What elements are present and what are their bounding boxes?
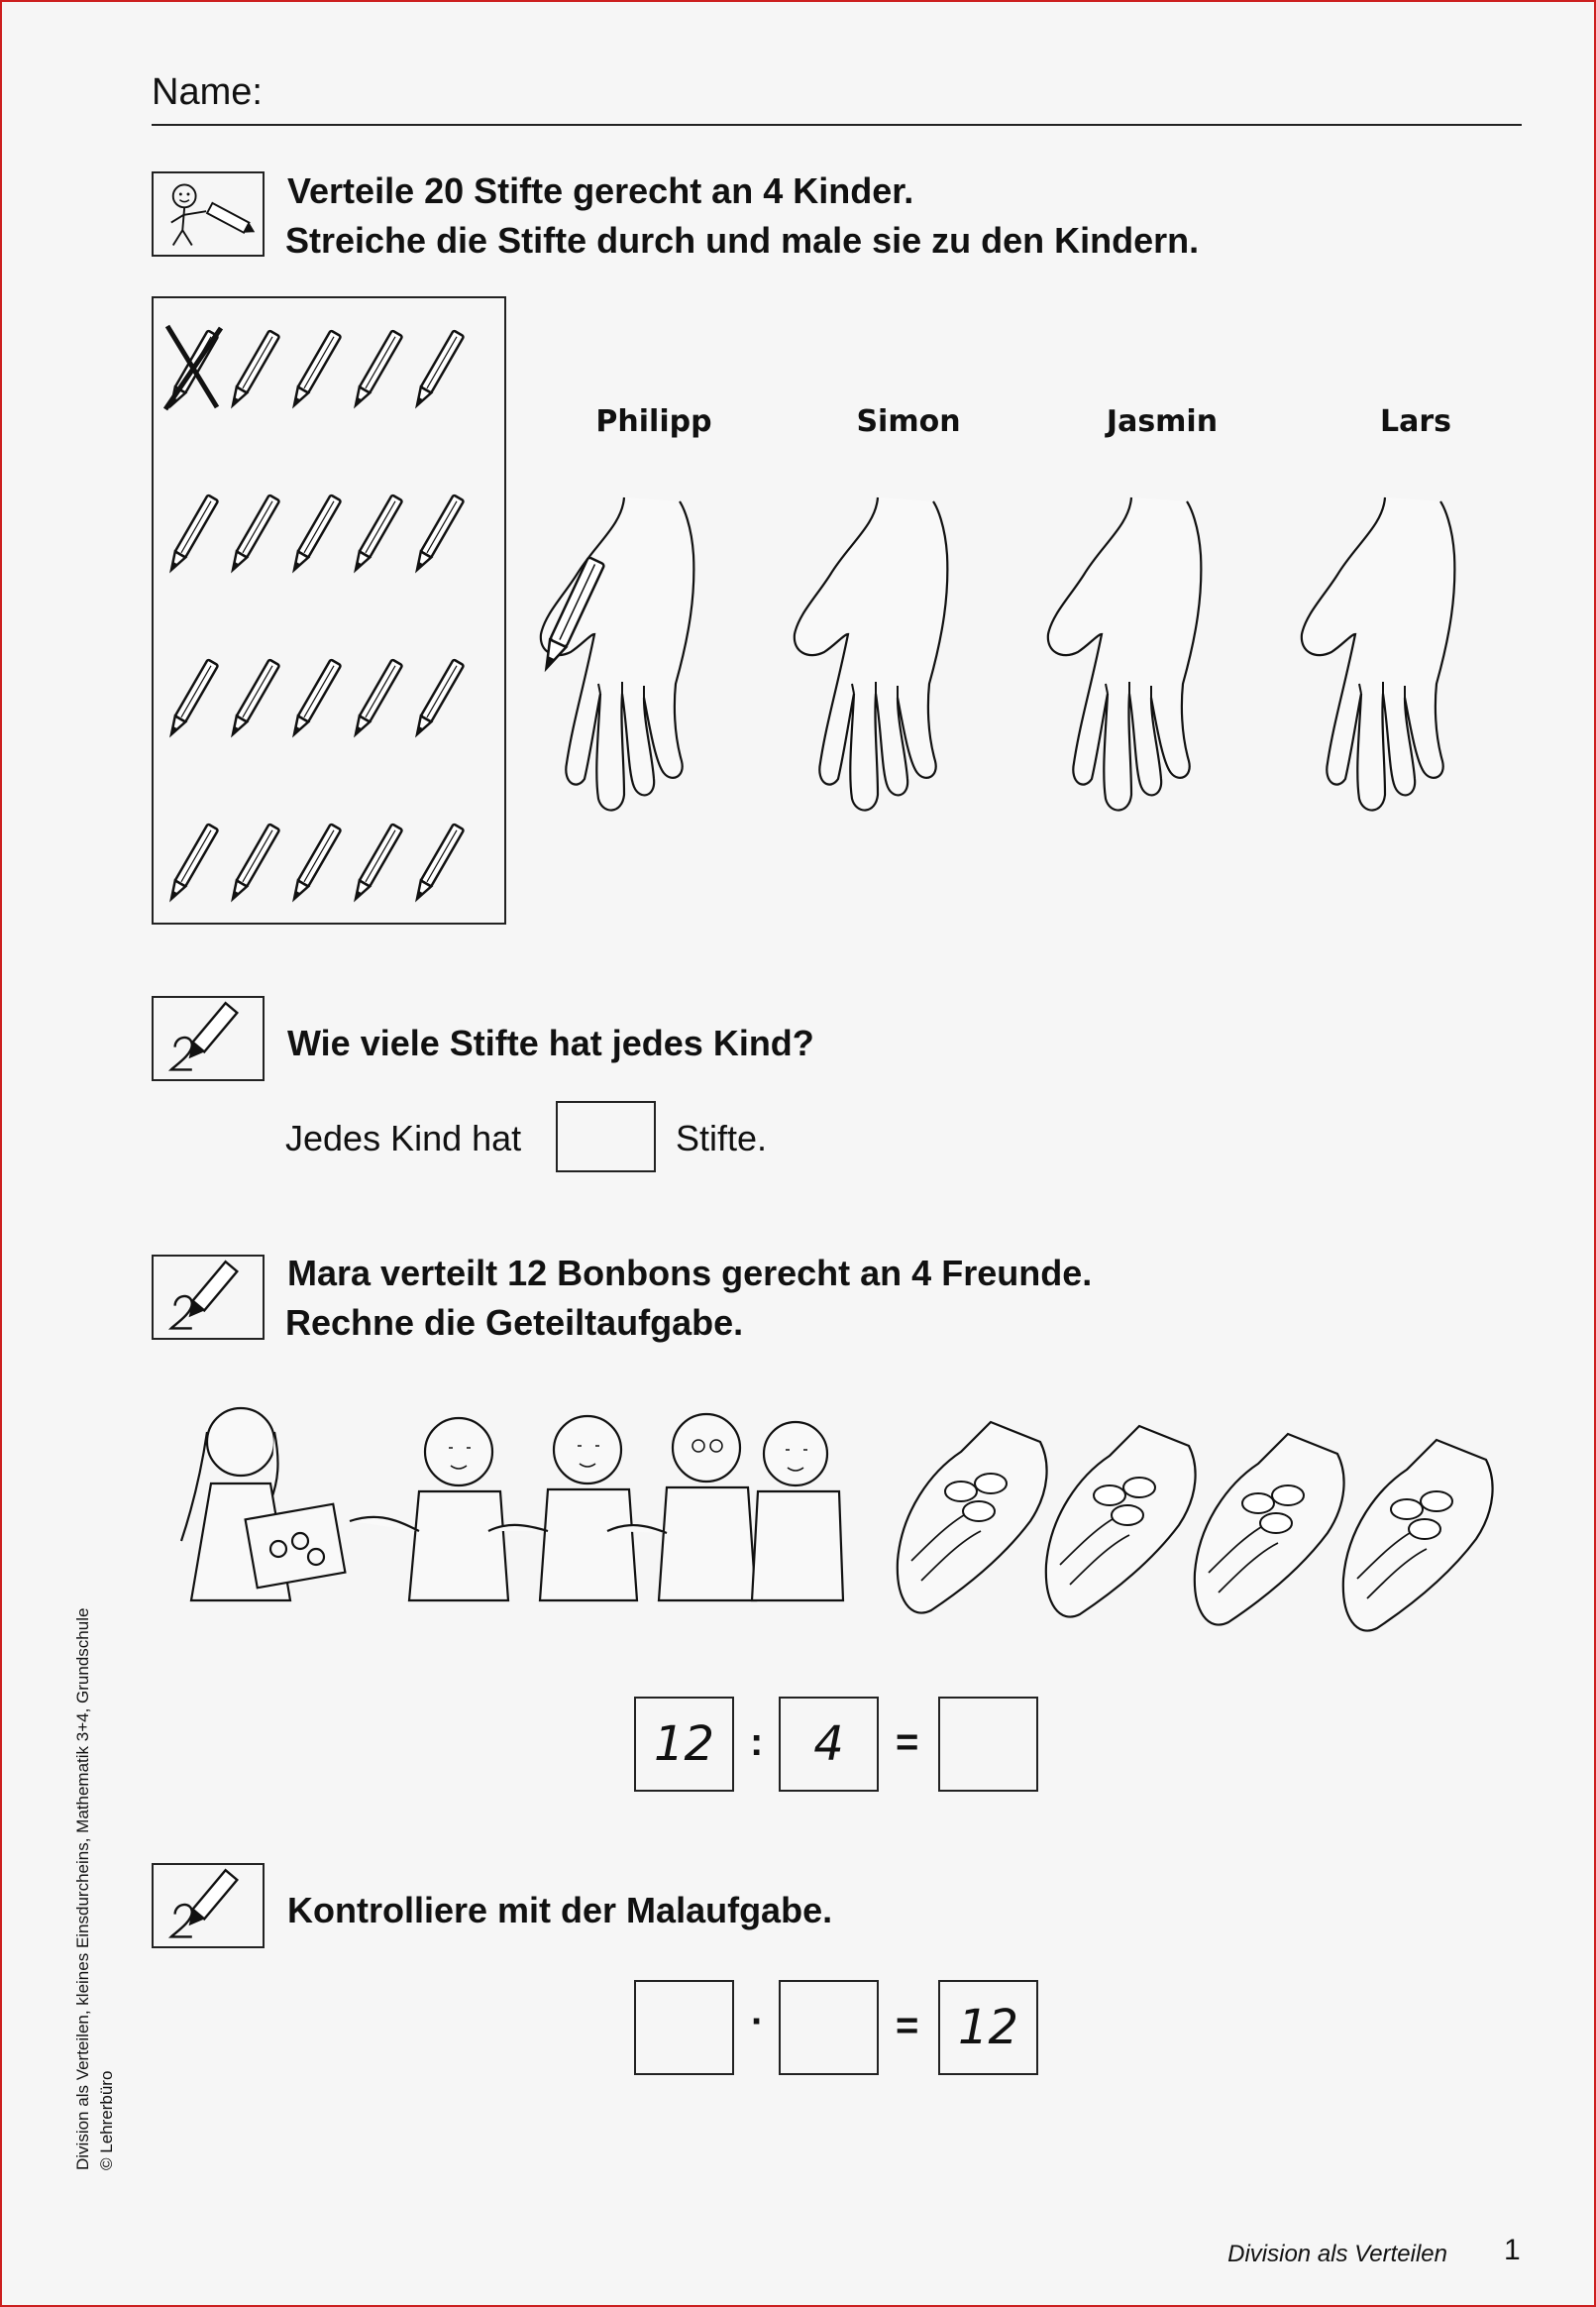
answer-prefix: Jedes Kind hat: [285, 1118, 522, 1158]
hand-jasmin: [1048, 497, 1202, 811]
write-icon: [152, 996, 265, 1081]
pencil-icon[interactable]: [228, 659, 279, 737]
pencil-icon[interactable]: [166, 494, 218, 573]
hand-simon: [795, 497, 948, 811]
task2-question: Wie viele Stifte hat jedes Kind?: [287, 1023, 814, 1063]
hand-lars: [1302, 497, 1455, 811]
candy-hand: [898, 1422, 1047, 1613]
hand-philipp: [541, 497, 694, 811]
pencil-icon[interactable]: [412, 824, 464, 902]
pencil-icon[interactable]: [166, 824, 218, 902]
pencil-box: [152, 296, 506, 925]
candy-hand: [1195, 1434, 1344, 1625]
footer-title: Division als Verteilen: [1227, 2241, 1447, 2267]
multiplication-factor2-box[interactable]: [779, 1980, 879, 2075]
candy-hand: [1046, 1426, 1196, 1617]
division-operator: :: [750, 1720, 764, 1764]
name-write-line[interactable]: [152, 124, 1522, 126]
write-icon: [152, 1863, 265, 1948]
child-name: Philipp: [595, 404, 712, 439]
pencil-icon[interactable]: [228, 824, 279, 902]
division-dividend[interactable]: 12: [634, 1697, 734, 1792]
multiplication-operator: ·: [751, 2000, 765, 2043]
task4-instruction: Kontrolliere mit der Malaufgabe.: [287, 1890, 833, 1930]
child-name: Jasmin: [1106, 404, 1219, 439]
hands-illustration: [515, 486, 1526, 823]
division-divisor[interactable]: 4: [779, 1697, 879, 1792]
multiplication-equals: =: [896, 2004, 919, 2047]
division-result-box[interactable]: [938, 1697, 1038, 1792]
hands-with-candies: [892, 1412, 1526, 1640]
name-label: Name:: [152, 71, 263, 113]
division-equals: =: [896, 1720, 919, 1764]
pencil-icon[interactable]: [289, 659, 341, 737]
stickfigure-pencil-icon: [152, 171, 265, 257]
pencil-icon[interactable]: [351, 494, 402, 573]
page-number: 1: [1504, 2234, 1521, 2266]
pencil-icon[interactable]: [351, 659, 402, 737]
task1-line1: Verteile 20 Stifte gerecht an 4 Kinder.: [287, 170, 914, 211]
copyright-line1: Division als Verteilen, kleines Einsdurcheins, Mathematik 3+4, Grundschule: [73, 1607, 92, 2170]
multiplication-result[interactable]: 12: [938, 1980, 1038, 2075]
pencil-icon[interactable]: [289, 330, 341, 408]
pencil-icon[interactable]: [166, 659, 218, 737]
cross-out-mark: [165, 326, 221, 409]
candy-hand: [1343, 1440, 1493, 1631]
copyright-note: [71, 1608, 119, 2170]
multiplication-factor1-box[interactable]: [634, 1980, 734, 2075]
child-name: Lars: [1379, 404, 1451, 439]
child-name: Simon: [856, 404, 961, 439]
pencil-icon[interactable]: [289, 494, 341, 573]
pencil-icon[interactable]: [351, 330, 402, 408]
pencil-icon[interactable]: [412, 659, 464, 737]
write-icon: [152, 1255, 265, 1340]
pencil-icon[interactable]: [412, 330, 464, 408]
answer-box-pencils[interactable]: [556, 1101, 656, 1172]
task3-line1: Mara verteilt 12 Bonbons gerecht an 4 Freunde.: [287, 1253, 1093, 1293]
copyright-line2: © Lehrerbüro: [97, 2070, 116, 2170]
children-illustration: [152, 1392, 845, 1610]
task3-line2: Rechne die Geteiltaufgabe.: [285, 1302, 744, 1343]
task1-line2: Streiche die Stifte durch und male sie zu den Kindern.: [285, 220, 1200, 261]
pencil-icon[interactable]: [412, 494, 464, 573]
pencil-icon[interactable]: [289, 824, 341, 902]
pencil-icon[interactable]: [351, 824, 402, 902]
pencil-icon[interactable]: [228, 330, 279, 408]
answer-suffix: Stifte.: [676, 1118, 768, 1158]
pencil-icon[interactable]: [228, 494, 279, 573]
